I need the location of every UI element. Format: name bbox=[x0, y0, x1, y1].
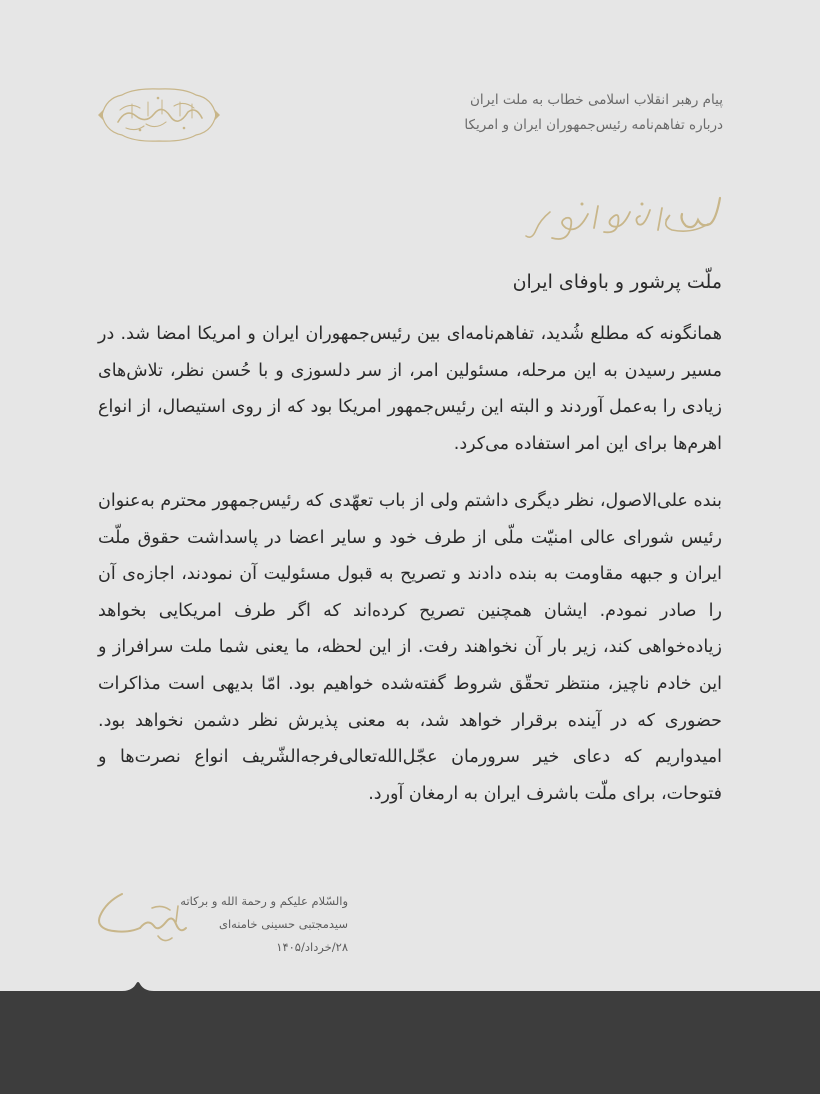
handwritten-signature-icon bbox=[92, 888, 188, 952]
closing-date: ۲۸/خرداد/۱۴۰۵ bbox=[276, 940, 348, 954]
letter-paragraph-2: بنده علی‌الاصول، نظر دیگری داشتم ولی از باب تعهّدی که رئیس‌جمهور محترم به‌عنوان رئیس شورای عالی امنیّت ملّی از طرف خود و سایر اعضا در پاسداشت حقوق ملّت ایران و جبهه مقاومت به بنده دادند و تصریح به قبول مسئولیت آن نمودند، اجازه‌ی آن را صادر نمودم. ایشان همچنین تصریح کرده‌اند که اگر طرف امریکایی بخواهد زیاده‌خواهی کند، زیر بار آن نخواهند رفت. از این لحظه، ما یعنی شما ملت سرافراز و این خادم ناچیز، منتظر تحقّق شروط گفته‌شده خواهیم بود. امّا بدیهی است مذاکرات حضوری که در آینده برقرار خواهد شد، به معنی پذیرش نظر دشمن نخواهد بود. امیدواریم که دعای خیر سرورمان عجّل‌الله‌تعالی‌فرجه‌الشّریف انواع نصرت‌ها و فتوحات، برای ملّت باشرف ایران به ارمغان آورد. bbox=[98, 491, 722, 804]
closing-name: سیدمجتبی حسینی خامنه‌ای bbox=[218, 917, 348, 931]
letter-closing bbox=[180, 890, 348, 959]
letter-salutation: ملّت پرشور و باوفای ایران bbox=[512, 271, 722, 293]
calligraphic-seal-icon bbox=[96, 86, 222, 144]
header-subtitle: درباره تفاهم‌نامه رئیس‌جمهوران ایران و امریکا bbox=[464, 117, 723, 133]
letter-paragraph-1: همانگونه که مطلع شُدید، تفاهم‌نامه‌ای بین رئیس‌جمهوران ایران و امریکا امضا شد. در مسیر رسیدن به این مرحله، مسئولین امر، از سر دلسوزی و با حُسن نظر، تلاش‌های زیادی را به‌عمل آوردند و البته این رئیس‌جمهور امریکا بود که از روی استیصال، از انواع اهرم‌ها برای این امر استفاده می‌کرد. bbox=[98, 324, 722, 454]
header-title: پیام رهبر انقلاب اسلامی خطاب به ملت ایران bbox=[469, 92, 723, 108]
footer-band bbox=[0, 991, 820, 1094]
basmala-calligraphy-icon bbox=[522, 190, 722, 250]
closing-greeting: والسّلام علیکم و رحمة الله و برکاته bbox=[180, 894, 348, 908]
letter-header bbox=[403, 88, 723, 138]
